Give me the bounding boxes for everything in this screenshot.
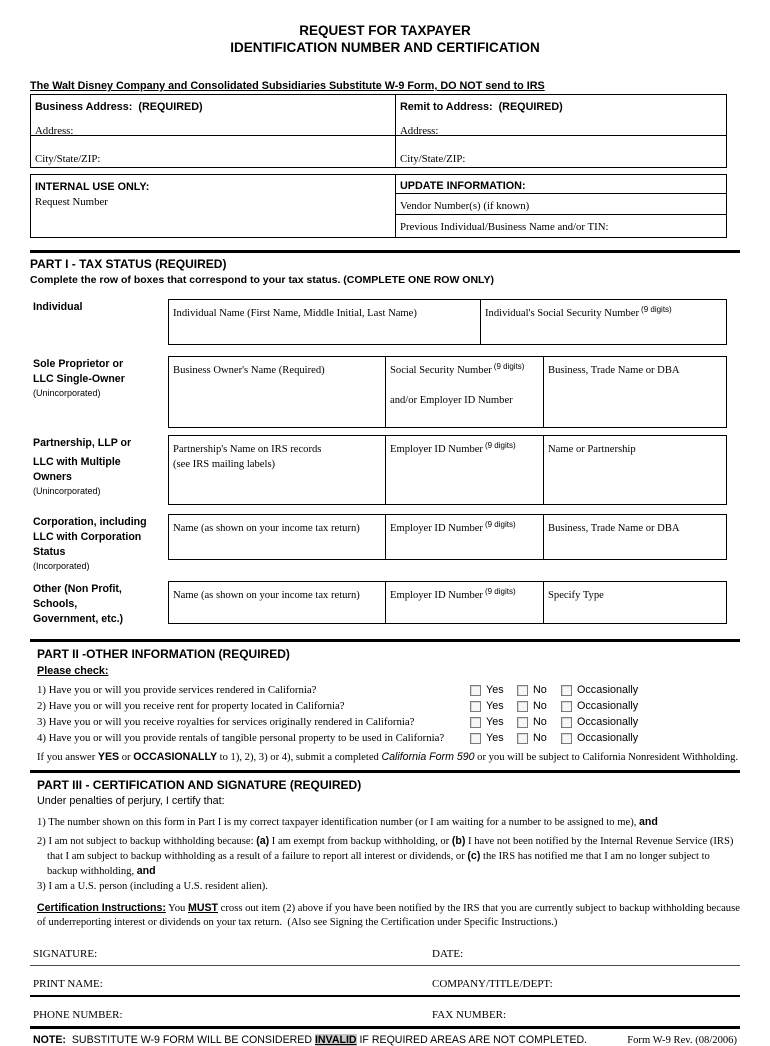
business-owner-name-cell[interactable]: Business Owner's Name (Required) <box>169 357 386 427</box>
q3-yes-label: Yes <box>486 716 504 728</box>
business-city-cell[interactable] <box>31 136 395 167</box>
question-1-options <box>470 684 638 696</box>
tax-status-row-individual <box>30 299 727 345</box>
individual-row-box <box>168 299 727 345</box>
certification-item-2: 2) I am not subject to backup withholding because: (a) I am exempt from backup withholding, or (b) I have not been notified by the Internal Revenue Service (IRS) that I am subject to backup withholding as a result of a failure to report all interest or dividends, or (c) the IRS has notified me that I am no longer subject to backup withholding, and <box>37 835 737 877</box>
invalid-note: NOTE: SUBSTITUTE W-9 FORM WILL BE CONSIDERED INVALID IF REQUIRED AREAS ARE NOT COMPLETED. <box>33 1034 588 1046</box>
q1-yes-checkbox[interactable] <box>470 685 481 696</box>
signature-row <box>30 936 740 966</box>
part2-footer-note: If you answer YES or OCCASIONALLY to 1), 2), 3) or 4), submit a completed California Form 590 or you will be subject to California Nonresident Withholding. <box>37 751 739 763</box>
tax-status-row-sole-proprietor <box>30 356 727 428</box>
other-name-cell[interactable]: Name (as shown on your income tax return) <box>169 582 386 623</box>
other-row-box <box>168 581 727 624</box>
previous-name-cell[interactable] <box>396 215 726 237</box>
question-3-text: 3) Have you or will you receive royalties for services originally rendered in California? <box>37 716 415 728</box>
q1-occasionally-label: Occasionally <box>577 684 639 696</box>
q4-no-label: No <box>533 732 547 744</box>
individual-ssn-cell[interactable]: Individual's Social Security Number $^{(9 digits)}$ <box>485 305 672 319</box>
question-row-3 <box>37 714 740 730</box>
q4-occasionally-label: Occasionally <box>577 732 639 744</box>
individual-row-label: Individual <box>33 301 83 313</box>
part3-heading: PART III - CERTIFICATION AND SIGNATURE (REQUIRED) <box>37 778 362 792</box>
previous-name-label: Previous Individual/Business Name and/or TIN: <box>400 221 609 233</box>
vendor-number-cell[interactable] <box>396 194 726 215</box>
corporation-dba-cell[interactable]: Business, Trade Name or DBA <box>548 523 680 534</box>
form-revision-label: Form W-9 Rev. (08/2006) <box>627 1035 737 1046</box>
q1-no-label: No <box>533 684 547 696</box>
ein-digits-note: (9 digits) <box>484 520 516 529</box>
form-subtitle: The Walt Disney Company and Consolidated Subsidiaries Substitute W-9 Form, DO NOT send to IRS <box>30 80 545 92</box>
ssn-digits-note: (9 digits) <box>641 305 672 314</box>
q3-occasionally-checkbox[interactable] <box>561 717 572 728</box>
question-4-text: 4) Have you or will you provide rentals of tangible personal property to be used in California? <box>37 732 445 744</box>
partnership-row-label: Partnership, LLP or LLC with Multiple Owners (Unincorporated) <box>33 437 132 496</box>
print-name-row <box>30 966 740 997</box>
q3-no-label: No <box>533 716 547 728</box>
internal-update-table <box>30 174 727 238</box>
q3-occasionally-label: Occasionally <box>577 716 639 728</box>
question-4-options <box>470 732 638 744</box>
question-row-1 <box>37 682 740 698</box>
update-info-header-cell <box>396 175 726 194</box>
q3-yes-checkbox[interactable] <box>470 717 481 728</box>
company-title-dept-label: COMPANY/TITLE/DEPT: <box>432 978 553 990</box>
individual-name-cell[interactable]: Individual Name (First Name, Middle Initial, Last Name) <box>169 300 481 344</box>
print-name-label: PRINT NAME: <box>33 978 103 990</box>
remit-address-label: Address: <box>400 125 439 137</box>
business-address-header: Business Address: (REQUIRED) <box>35 101 203 113</box>
form-title-line1: REQUEST FOR TAXPAYER <box>299 23 471 38</box>
corporation-ein-cell[interactable]: Employer ID Number $^{(9 digits)}$ <box>386 515 544 559</box>
remit-address-header: Remit to Address: (REQUIRED) <box>400 101 563 113</box>
corporation-row-label: Corporation, including LLC with Corporation Status (Incorporated) <box>33 516 147 571</box>
update-info-header: UPDATE INFORMATION: <box>400 180 526 192</box>
q4-occasionally-checkbox[interactable] <box>561 733 572 744</box>
question-2-options <box>470 700 638 712</box>
q2-occasionally-checkbox[interactable] <box>561 701 572 712</box>
phone-number-label: PHONE NUMBER: <box>33 1009 123 1021</box>
question-row-4 <box>37 730 740 746</box>
remit-address-column <box>396 95 726 167</box>
q2-yes-label: Yes <box>486 700 504 712</box>
question-1-text: 1) Have you or will you provide services rendered in California? <box>37 684 317 696</box>
tax-status-row-corporation <box>30 514 727 572</box>
request-number-label: Request Number <box>35 196 108 208</box>
remit-city-cell[interactable] <box>396 136 726 167</box>
certification-item-1: 1) The number shown on this form in Part I is my correct taxpayer identification number (or I am waiting for a number to be assigned to me), and <box>37 816 658 828</box>
q2-occasionally-label: Occasionally <box>577 700 639 712</box>
sole-proprietor-row-label: Sole Proprietor or LLC Single-Owner (Unincorporated) <box>33 358 125 398</box>
sole-proprietor-ssn-ein-cell[interactable]: Social Security Number $^{(9 digits)}$ and/or Employer ID Number <box>386 357 544 427</box>
ein-digits-note: (9 digits) <box>484 441 516 450</box>
certification-item-3: 3) I am a U.S. person (including a U.S. resident alien). <box>37 881 268 892</box>
part1-subheading: Complete the row of boxes that correspond to your tax status. (COMPLETE ONE ROW ONLY) <box>30 274 494 286</box>
form-title <box>30 0 740 56</box>
q2-no-checkbox[interactable] <box>517 701 528 712</box>
part3-divider-rule <box>30 770 740 773</box>
q1-no-checkbox[interactable] <box>517 685 528 696</box>
q2-yes-checkbox[interactable] <box>470 701 481 712</box>
please-check-label: Please check: <box>37 665 109 677</box>
form-title-line2: IDENTIFICATION NUMBER AND CERTIFICATION <box>230 40 540 55</box>
vendor-number-label: Vendor Number(s) (if known) <box>400 200 530 212</box>
question-row-2 <box>37 698 740 714</box>
part2-divider-rule <box>30 639 740 642</box>
q4-no-checkbox[interactable] <box>517 733 528 744</box>
question-3-options <box>470 716 638 728</box>
certification-instructions: Certification Instructions: You MUST cross out item (2) above if you have been notified by the IRS that you are currently subject to backup withholding because of underreporting interest or dividends on your tax return. (Also see Signing the Certification under Specific Instructions.) <box>37 902 743 928</box>
q3-no-checkbox[interactable] <box>517 717 528 728</box>
part2-heading: PART II -OTHER INFORMATION (REQUIRED) <box>37 647 290 661</box>
ein-digits-note: (9 digits) <box>484 587 516 596</box>
business-address-cell[interactable] <box>31 95 395 136</box>
q4-yes-label: Yes <box>486 732 504 744</box>
corporation-row-box <box>168 514 727 560</box>
business-address-label: Address: <box>35 125 74 137</box>
fax-number-label: FAX NUMBER: <box>432 1009 507 1021</box>
perjury-intro: Under penalties of perjury, I certify that: <box>37 795 225 807</box>
remit-address-cell[interactable] <box>396 95 726 136</box>
business-address-column <box>31 95 396 167</box>
part1-divider-rule <box>30 250 740 253</box>
internal-use-header: INTERNAL USE ONLY: <box>35 181 150 193</box>
other-row-label: Other (Non Profit, Schools, Government, etc.) <box>33 583 124 625</box>
business-city-label: City/State/ZIP: <box>35 153 101 165</box>
sole-proprietor-dba-cell[interactable]: Business, Trade Name or DBA <box>548 365 680 376</box>
partnership-ein-cell[interactable]: Employer ID Number $^{(9 digits)}$ <box>386 436 544 504</box>
q1-occasionally-checkbox[interactable] <box>561 685 572 696</box>
tax-status-row-other <box>30 581 727 627</box>
address-table <box>30 94 727 168</box>
q1-yes-label: Yes <box>486 684 504 696</box>
date-label: DATE: <box>432 948 464 960</box>
internal-use-cell[interactable] <box>31 175 396 237</box>
sole-proprietor-row-box <box>168 356 727 428</box>
tax-status-row-partnership <box>30 435 727 505</box>
corporation-name-cell[interactable]: Name (as shown on your income tax return) <box>169 515 386 559</box>
ssn-digits-note: (9 digits) <box>493 362 525 371</box>
partnership-name-or-cell[interactable]: Name or Partnership <box>548 444 636 455</box>
update-info-column <box>396 175 726 237</box>
signature-label: SIGNATURE: <box>33 948 98 960</box>
remit-city-label: City/State/ZIP: <box>400 153 466 165</box>
question-2-text: 2) Have you or will you receive rent for property located in California? <box>37 700 345 712</box>
footer-note-row <box>30 1029 740 1046</box>
q2-no-label: No <box>533 700 547 712</box>
part1-heading: PART I - TAX STATUS (REQUIRED) <box>30 257 227 271</box>
phone-row <box>30 997 740 1029</box>
partnership-name-cell[interactable]: Partnership's Name on IRS records (see IRS mailing labels) <box>169 436 386 504</box>
other-specify-type-cell[interactable]: Specify Type <box>548 590 604 601</box>
partnership-row-box <box>168 435 727 505</box>
q4-yes-checkbox[interactable] <box>470 733 481 744</box>
other-ein-cell[interactable]: Employer ID Number $^{(9 digits)}$ <box>386 582 544 623</box>
